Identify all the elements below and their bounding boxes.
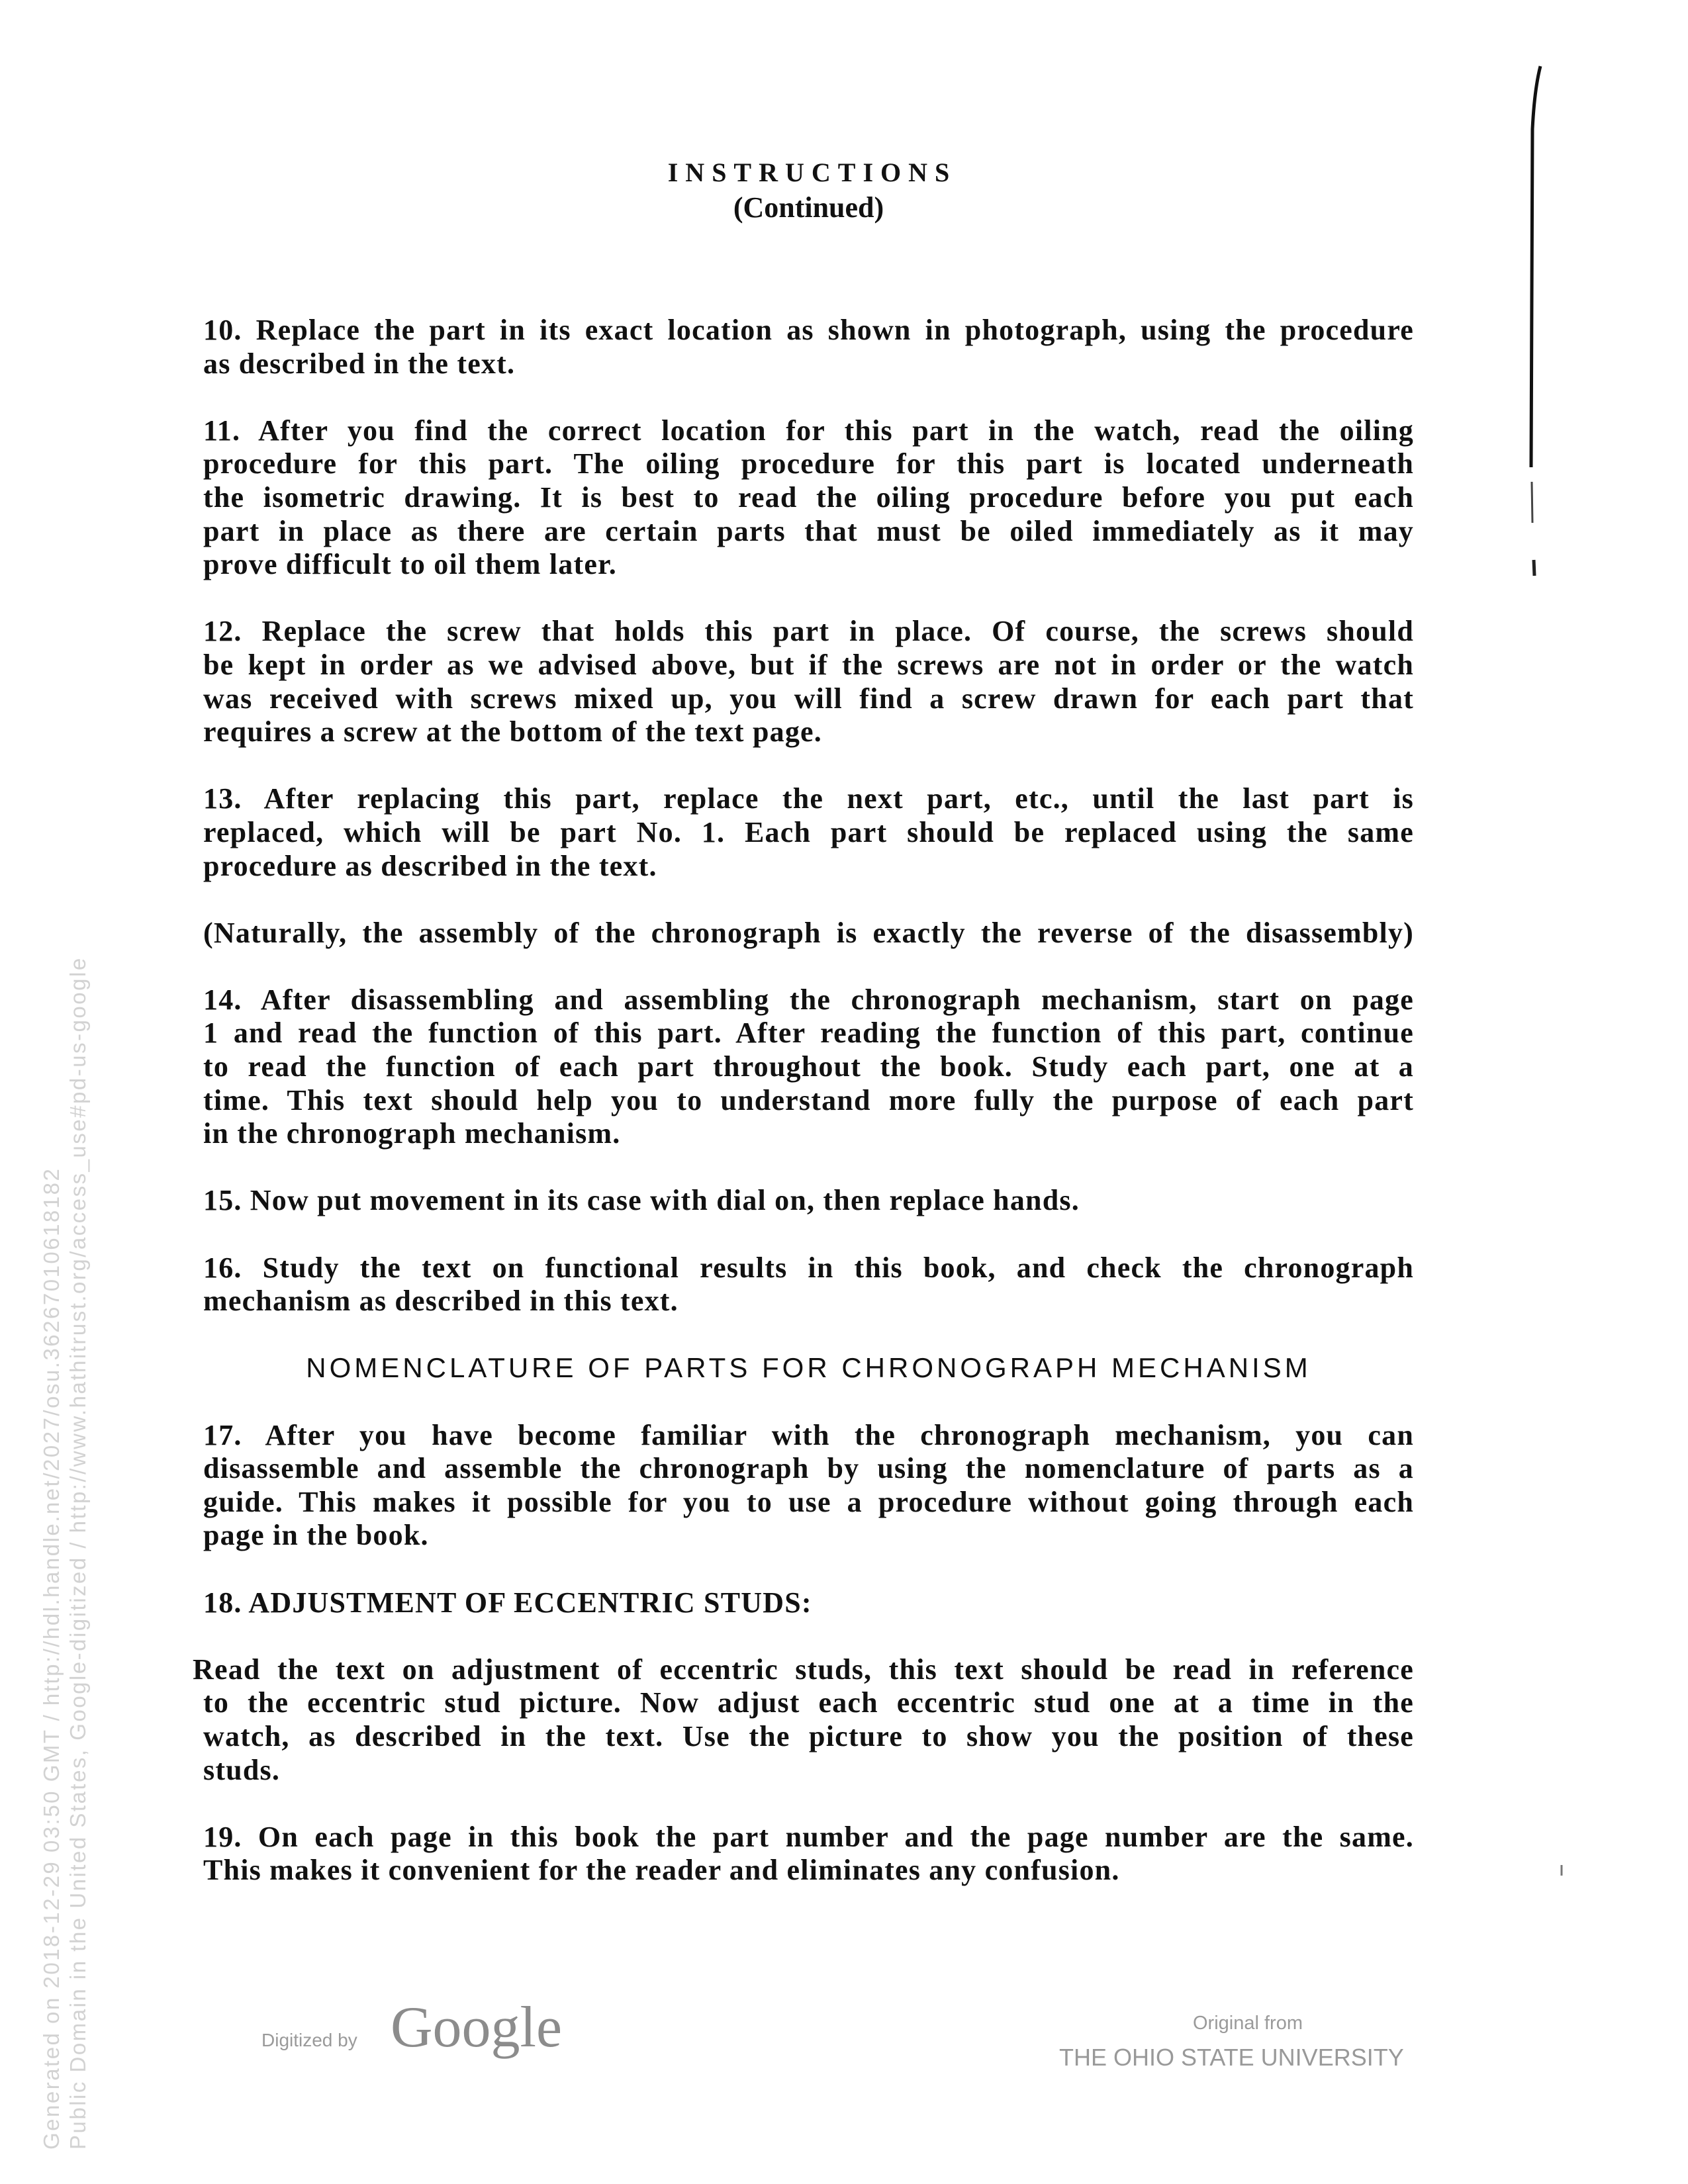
hathitrust-watermark [38,956,91,2150]
paragraph-line: Read the text on adjustment of eccentric studs, this text should be read in reference [193,1653,1414,1686]
paragraph-line: 10. Replace the part in its exact location as shown in photograph, using the procedure [203,314,1414,346]
paragraph-line: watch, as described in the text. Use the picture to show you the position of these [203,1719,1414,1752]
paragraph-line: (Naturally, the assembly of the chronograph is exactly the reverse of the disassembly) [203,916,1414,949]
paragraph-line: 1 and read the function of this part. After reading the function of this part, continue [203,1017,1414,1050]
instruction-item-10 [203,314,1414,381]
watermark-generated-line: Generated on 2018-12-29 03:50 GMT / http://hdl.handle.net/2027/osu.36267010618182 [39,1167,64,2150]
paragraph-line: 19. On each page in this book the part number and the page number are the same. [203,1820,1414,1853]
scan-edge-line [1531,66,1540,467]
paragraph-line: be kept in order as we advised above, but if the screws are not in order or the watch [203,648,1414,681]
eccentric-studs-paragraph [193,1653,1414,1787]
page-subtitle: (Continued) [733,191,884,224]
paragraph-line: in the chronograph mechanism. [203,1117,621,1150]
paragraph-line: requires a screw at the bottom of the text page. [203,715,822,749]
instruction-item-12 [203,615,1414,749]
page-title: INSTRUCTIONS [667,158,957,187]
paragraph-line: procedure as described in the text. [203,849,657,882]
instruction-item-11 [203,414,1414,582]
paragraph-line: mechanism as described in this text. [203,1285,679,1318]
instructions-body [193,314,1414,1921]
instruction-item-17 [203,1419,1414,1553]
paragraph-line: procedure for this part. The oiling procedure for this part is located underneath [203,447,1414,480]
paragraph-line: guide. This makes it possible for you to use a procedure without going through each [203,1485,1414,1518]
paragraph-line: the isometric drawing. It is best to read the oiling procedure before you put each [203,480,1414,514]
watermark-public-domain-line: Public Domain in the United States, Google-digitized / http://www.hathitrust.org/access_use#pd-us-google [66,956,90,2150]
paragraph-line: 16. Study the text on functional results in this book, and check the chronograph [203,1251,1414,1284]
paragraph-line: 12. Replace the screw that holds this part in place. Of course, the screws should [203,615,1414,648]
eccentric-studs-heading: 18. ADJUSTMENT OF ECCENTRIC STUDS: [203,1586,812,1619]
google-logo: Google [391,1995,563,2060]
instruction-item-16 [203,1251,1414,1318]
paragraph-line: 11. After you find the correct location for this part in the watch, read the oiling [203,414,1414,447]
paragraph-line: 14. After disassembling and assembling the chronograph mechanism, start on page [203,983,1414,1016]
paragraph-line: time. This text should help you to understand more fully the purpose of each part [203,1083,1414,1116]
paragraph-line: studs. [203,1753,281,1786]
instruction-item-19 [203,1821,1414,1888]
digitized-by-label: Digitized by [261,2030,357,2050]
paragraph-line: part in place as there are certain parts that must be oiled immediately as it may [203,514,1414,547]
paragraph-line: This makes it convenient for the reader and eliminates any confusion. [203,1854,1120,1887]
institution-name: THE OHIO STATE UNIVERSITY [1059,2044,1404,2071]
instruction-item-15 [203,1184,1414,1218]
paragraph-line: page in the book. [203,1519,429,1552]
paragraph-line: prove difficult to oil them later. [203,548,617,581]
paragraph-line: 17. After you have become familiar with the chronograph mechanism, you can [203,1418,1414,1451]
nomenclature-heading: NOMENCLATURE OF PARTS FOR CHRONOGRAPH MECHANISM [306,1352,1311,1384]
paragraph-line: as described in the text. [203,347,516,380]
instruction-item-13 [203,782,1414,883]
paragraph-line: disassemble and assemble the chronograph by using the nomenclature of parts as a [203,1452,1414,1485]
paragraph-line: 15. Now put movement in its case with dial on, then replace hands. [203,1184,1080,1217]
paragraph-line: was received with screws mixed up, you will find a screw drawn for each part that [203,682,1414,715]
paragraph-line: replaced, which will be part No. 1. Each part should be replaced using the same [203,815,1414,848]
paragraph-line: to the eccentric stud picture. Now adjust each eccentric stud one at a time in the [203,1686,1414,1719]
paragraph-line: to read the function of each part throughout the book. Study each part, one at a [203,1050,1414,1083]
paragraph-line: 13. After replacing this part, replace the next part, etc., until the last part is [203,782,1414,815]
assembly-note [203,917,1414,950]
instruction-item-14 [203,983,1414,1151]
original-from-label: Original from [1193,2013,1303,2034]
